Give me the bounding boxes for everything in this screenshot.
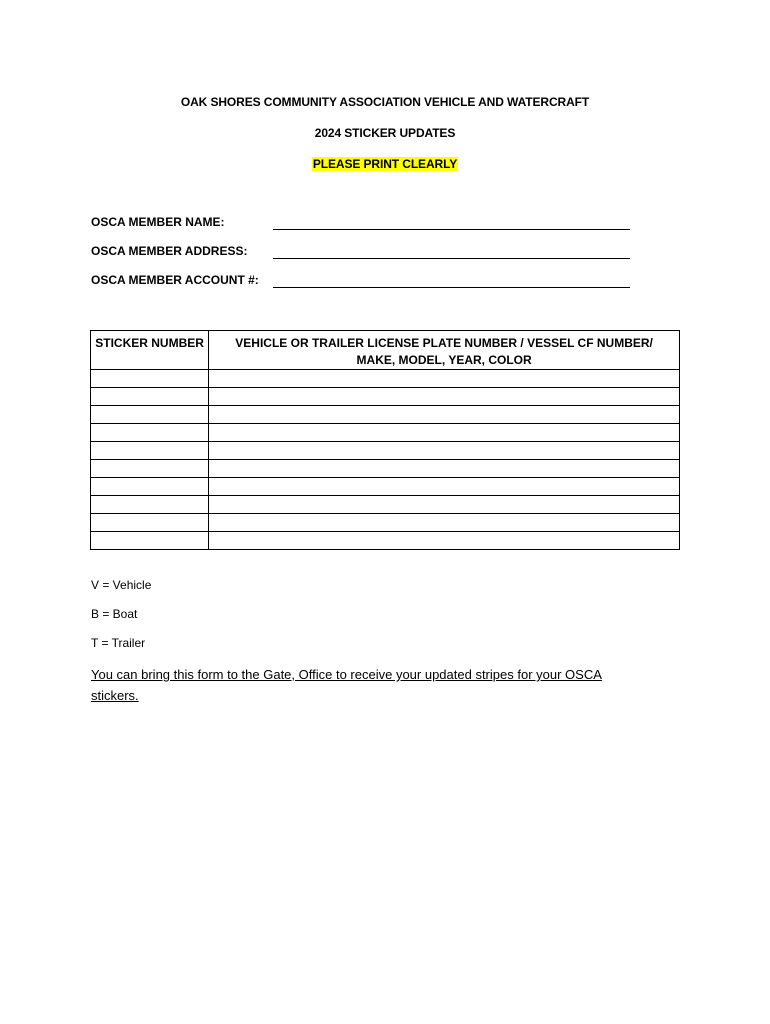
member-name-label: OSCA MEMBER NAME: [91,215,225,229]
submission-note-line1: You can bring this form to the Gate, Office to receive your updated stripes for your OSCA [91,667,602,682]
legend-trailer: T = Trailer [91,636,146,650]
legend-vehicle: V = Vehicle [91,578,152,592]
vehicle-info-header [209,331,680,370]
table-row [91,370,680,388]
sticker-number-cell[interactable] [91,514,209,532]
table-row [91,460,680,478]
sticker-number-cell[interactable] [91,406,209,424]
sticker-number-cell[interactable] [91,478,209,496]
table-row [91,514,680,532]
sticker-number-header [91,331,209,370]
table-header-row [91,331,680,370]
vehicle-info-cell[interactable] [209,442,680,460]
sticker-number-header-label: STICKER NUMBER [95,336,204,350]
vehicle-info-cell[interactable] [209,460,680,478]
table-row [91,532,680,550]
form-subtitle: 2024 STICKER UPDATES [314,126,456,140]
vehicle-info-cell[interactable] [209,478,680,496]
sticker-number-cell[interactable] [91,496,209,514]
table-row [91,388,680,406]
sticker-number-cell[interactable] [91,388,209,406]
member-account-blank[interactable] [273,287,630,288]
submission-note [91,664,651,706]
sticker-number-cell[interactable] [91,424,209,442]
vehicle-info-cell[interactable] [209,370,680,388]
sticker-number-cell[interactable] [91,442,209,460]
form-title: OAK SHORES COMMUNITY ASSOCIATION VEHICLE AND WATERCRAFT [180,95,590,109]
vehicle-info-cell[interactable] [209,496,680,514]
member-name-blank[interactable] [273,229,630,230]
sticker-number-cell[interactable] [91,460,209,478]
table-row [91,496,680,514]
legend-boat: B = Boat [91,607,138,621]
sticker-number-cell[interactable] [91,532,209,550]
table-row [91,442,680,460]
member-address-label: OSCA MEMBER ADDRESS: [91,244,248,258]
member-name-row [91,215,651,233]
print-notice-line [0,157,770,171]
vehicle-info-cell[interactable] [209,532,680,550]
vehicle-info-header-line2: MAKE, MODEL, YEAR, COLOR [356,353,532,367]
member-account-row [91,273,651,291]
print-notice: PLEASE PRINT CLEARLY [312,157,458,171]
member-account-label: OSCA MEMBER ACCOUNT #: [91,273,259,287]
member-address-blank[interactable] [273,258,630,259]
sticker-table [90,330,680,550]
table-row [91,424,680,442]
vehicle-info-cell[interactable] [209,514,680,532]
submission-note-line2: stickers. [91,688,139,703]
table-body [91,370,680,550]
table-row [91,478,680,496]
table-row [91,406,680,424]
member-address-row [91,244,651,262]
sticker-number-cell[interactable] [91,370,209,388]
vehicle-info-cell[interactable] [209,406,680,424]
vehicle-info-cell[interactable] [209,424,680,442]
vehicle-info-header-line1: VEHICLE OR TRAILER LICENSE PLATE NUMBER / VESSEL CF NUMBER/ [235,336,653,350]
vehicle-info-cell[interactable] [209,388,680,406]
